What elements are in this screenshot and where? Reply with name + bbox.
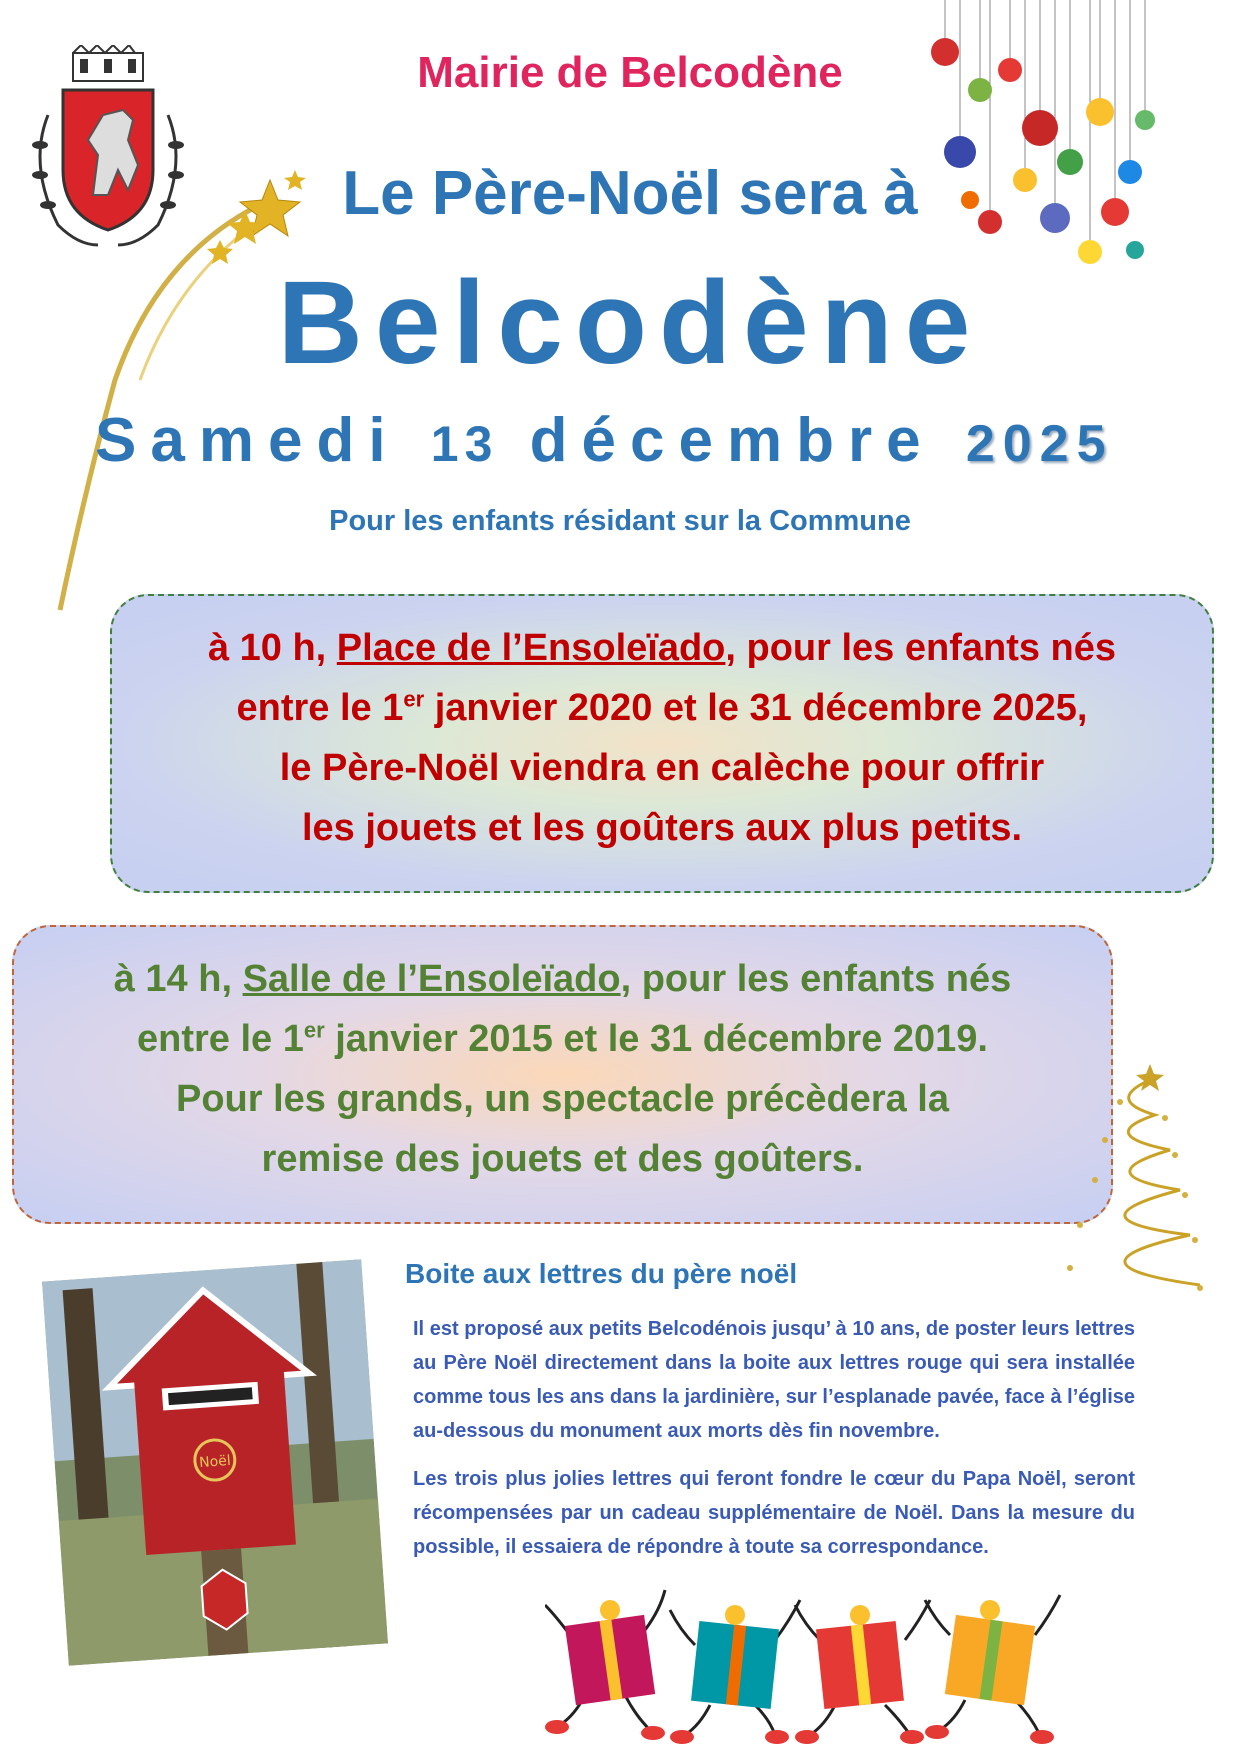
mailbox-sign: Noël: [198, 1452, 232, 1472]
event2-line1: à 14 h, Salle de l’Ensoleïado, pour les enfants nés: [113, 958, 1012, 1000]
letters-title: Boite aux lettres du père noël: [405, 1258, 798, 1289]
christmas-tree-icon: [1035, 1060, 1210, 1320]
event1-place: Place de l’Ensoleïado: [336, 627, 726, 669]
audience-subtitle: Pour les enfants résidant sur la Commune: [329, 505, 911, 537]
date-day: Samedi: [95, 406, 400, 475]
town-title: Belcodène: [277, 257, 983, 389]
letters-paragraph-1: Il est proposé aux petits Belcodénois jusqu’ à 10 ans, de poster leurs lettres au Père Noël directement dans la boite aux lettres rouge qui sera installée comme tous les ans dans la jardinière, sur l’esplanade pavée, face à l’église au-dessous du monument aux morts dès fin novembre.: [413, 1318, 1135, 1442]
event1-line1: à 10 h, Place de l’Ensoleïado, pour les enfants nés: [207, 627, 1117, 669]
event-box-morning: [110, 594, 1214, 893]
date-month: décembre: [529, 406, 935, 475]
event2-line3: Pour les grands, un spectacle précèdera la: [176, 1078, 949, 1120]
headline-intro: Le Père-Noël sera à: [342, 159, 918, 228]
date-year: 2025: [965, 415, 1114, 473]
mairie-title: Mairie de Belcodène: [417, 48, 843, 97]
event2-line2: entre le 1er janvier 2015 et le 31 décembre 2019.: [136, 1017, 988, 1060]
ornaments-icon: [930, 0, 1160, 270]
event1-line3: le Père-Noël viendra en calèche pour offrir: [279, 747, 1045, 789]
dancing-gifts-icon: [545, 1565, 1115, 1750]
event1-line2: entre le 1er janvier 2020 et le 31 décembre 2025,: [236, 686, 1088, 729]
event-box-afternoon: [12, 925, 1113, 1224]
event-date: [95, 405, 1175, 476]
event2-place: Salle de l’Ensoleïado: [242, 958, 621, 1000]
date-num: 13: [430, 416, 499, 472]
event2-line4: remise des jouets et des goûters.: [261, 1138, 864, 1180]
letters-paragraph-2: Les trois plus jolies lettres qui feront fondre le cœur du Papa Noël, seront récompensées par un cadeau supplémentaire de Noël. Dans la mesure du possible, il essaiera de répondre à toute sa correspondance.: [413, 1468, 1135, 1558]
event1-line4: les jouets et les goûters aux plus petits.: [301, 807, 1023, 849]
mailbox-photo: [42, 1259, 388, 1665]
